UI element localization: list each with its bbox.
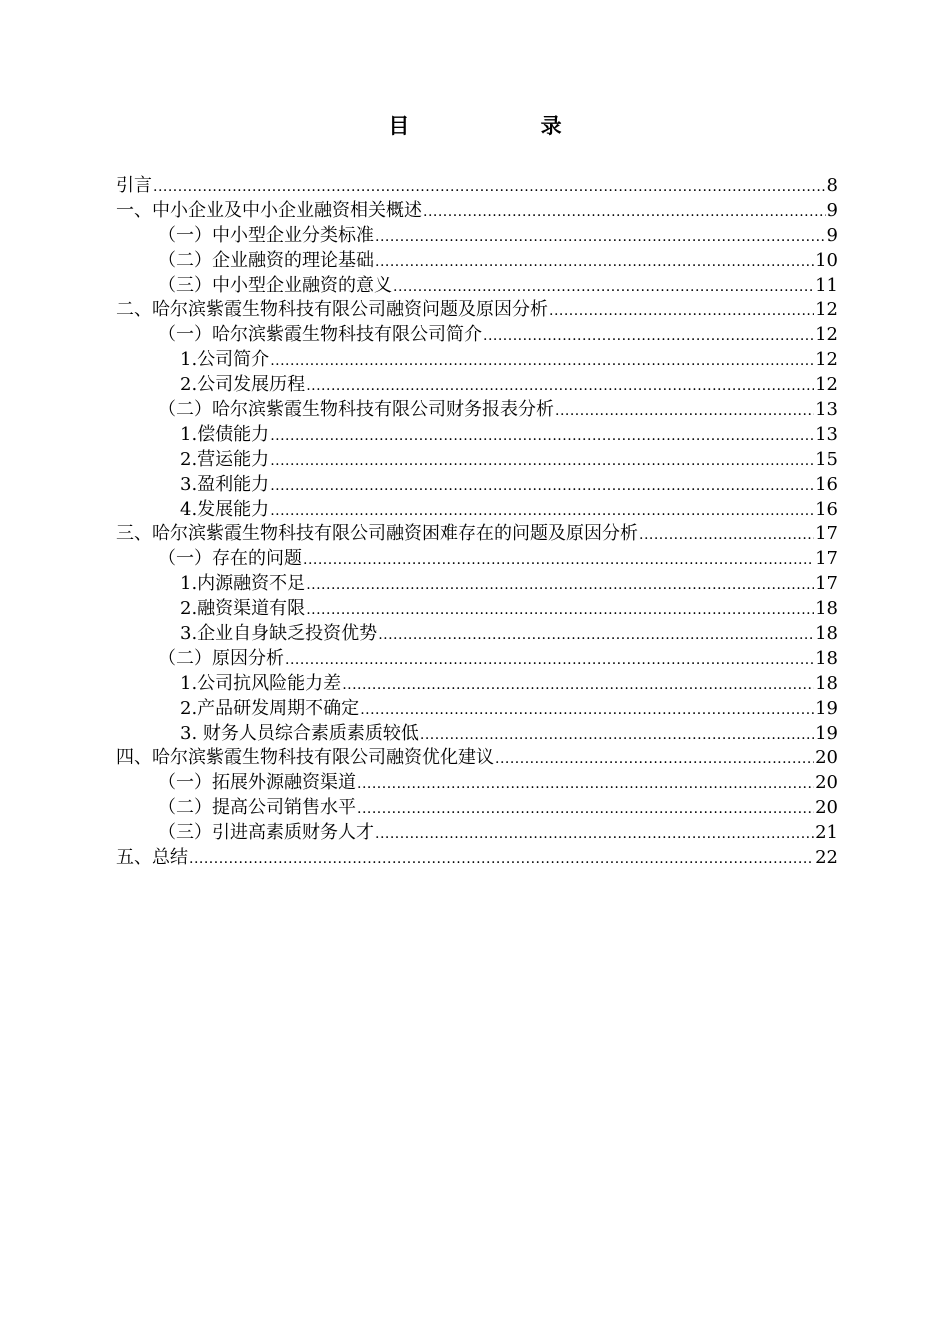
toc-entry-page-number: 13	[815, 399, 838, 421]
toc-leader-dots	[270, 474, 814, 499]
toc-entry-page-number: 18	[815, 623, 838, 645]
toc-entry-title: （二）哈尔滨紫霞生物科技有限公司财务报表分析	[158, 399, 554, 421]
toc-entry[interactable]	[116, 572, 838, 597]
toc-leader-dots	[555, 399, 814, 424]
toc-entry-title: 3.盈利能力	[180, 473, 270, 495]
toc-leader-dots	[549, 299, 814, 324]
toc-leader-dots	[420, 723, 814, 748]
toc-entry[interactable]	[116, 597, 838, 622]
toc-entry-title: 2.营运能力	[180, 448, 270, 470]
toc-leader-dots	[495, 747, 814, 772]
toc-entry[interactable]	[116, 746, 838, 771]
toc-leader-dots	[639, 523, 814, 548]
toc-entry[interactable]	[116, 323, 838, 348]
toc-entry[interactable]	[116, 522, 838, 547]
toc-entry-page-number: 18	[815, 672, 838, 694]
toc-entry-page-number: 12	[815, 374, 838, 396]
toc-leader-dots	[483, 324, 814, 349]
toc-leader-dots	[306, 573, 814, 598]
toc-leader-dots	[270, 449, 814, 474]
toc-entry-page-number: 21	[815, 822, 838, 844]
toc-leader-dots	[270, 349, 814, 374]
toc-entry-page-number: 8	[826, 175, 838, 196]
toc-entry-page-number: 16	[815, 473, 838, 495]
toc-entry[interactable]	[116, 796, 838, 821]
toc-entry[interactable]	[116, 249, 838, 274]
toc-entry-page-number: 17	[815, 573, 838, 595]
toc-entry-page-number: 22	[815, 847, 838, 869]
toc-leader-dots	[423, 200, 826, 225]
toc-entry-title: 3.企业自身缺乏投资优势	[180, 623, 378, 645]
toc-entry-title: 五、总结	[116, 847, 188, 869]
toc-entry-title: （二）原因分析	[158, 647, 284, 669]
table-of-contents	[116, 174, 838, 871]
toc-entry-page-number: 12	[815, 299, 838, 321]
toc-leader-dots	[360, 698, 814, 723]
toc-leader-dots	[306, 598, 814, 623]
toc-leader-dots	[270, 424, 814, 449]
toc-entry-title: 一、中小企业及中小企业融资相关概述	[116, 199, 422, 221]
toc-entry-page-number: 20	[815, 772, 838, 794]
toc-leader-dots	[270, 499, 814, 524]
toc-entry-title: （二）提高公司销售水平	[158, 797, 356, 819]
toc-entry-page-number: 18	[815, 647, 838, 669]
toc-entry-title: （一）哈尔滨紫霞生物科技有限公司简介	[158, 324, 482, 346]
toc-entry[interactable]	[116, 722, 838, 747]
toc-entry[interactable]	[116, 821, 838, 846]
toc-entry-page-number: 19	[815, 722, 838, 744]
toc-leader-dots	[153, 175, 826, 200]
toc-leader-dots	[375, 225, 826, 250]
toc-leader-dots	[375, 822, 814, 847]
toc-entry-title: 二、哈尔滨紫霞生物科技有限公司融资问题及原因分析	[116, 299, 548, 321]
toc-entry[interactable]	[116, 498, 838, 523]
toc-entry-page-number: 11	[815, 274, 838, 296]
toc-entry-page-number: 18	[815, 598, 838, 620]
toc-leader-dots	[357, 772, 814, 797]
toc-entry-page-number: 17	[815, 523, 838, 545]
toc-entry-title: 1.公司简介	[180, 349, 270, 371]
page-title: 目 录	[388, 114, 624, 138]
toc-leader-dots	[357, 797, 814, 822]
toc-leader-dots	[378, 623, 814, 648]
toc-entry[interactable]	[116, 622, 838, 647]
toc-entry-page-number: 20	[815, 797, 838, 819]
toc-entry-title: 三、哈尔滨紫霞生物科技有限公司融资困难存在的问题及原因分析	[116, 523, 638, 545]
toc-leader-dots	[189, 847, 814, 872]
toc-entry[interactable]	[116, 647, 838, 672]
toc-entry-title: （三）引进高素质财务人才	[158, 822, 374, 844]
toc-entry-title: （一）拓展外源融资渠道	[158, 772, 356, 794]
toc-entry[interactable]	[116, 697, 838, 722]
toc-leader-dots	[375, 250, 814, 275]
toc-entry-title: 2.融资渠道有限	[180, 598, 306, 620]
toc-entry-title: （一）中小型企业分类标准	[158, 224, 374, 246]
toc-entry[interactable]	[116, 298, 838, 323]
toc-entry[interactable]	[116, 547, 838, 572]
toc-entry-page-number: 15	[815, 448, 838, 470]
toc-entry-title: （三）中小型企业融资的意义	[158, 274, 392, 296]
toc-entry-page-number: 10	[815, 249, 838, 271]
toc-entry-page-number: 19	[815, 697, 838, 719]
toc-entry-title: 引言	[116, 175, 152, 196]
toc-entry-title: 四、哈尔滨紫霞生物科技有限公司融资优化建议	[116, 747, 494, 769]
toc-entry[interactable]	[116, 398, 838, 423]
toc-entry-page-number: 20	[815, 747, 838, 769]
toc-entry-page-number: 16	[815, 498, 838, 520]
toc-entry-page-number: 17	[815, 548, 838, 570]
toc-entry[interactable]	[116, 423, 838, 448]
toc-leader-dots	[303, 548, 814, 573]
toc-entry[interactable]	[116, 373, 838, 398]
toc-entry-title: 1.内源融资不足	[180, 573, 306, 595]
toc-leader-dots	[285, 648, 814, 673]
toc-entry[interactable]	[116, 224, 838, 249]
toc-entry[interactable]	[116, 199, 838, 224]
toc-entry[interactable]	[116, 448, 838, 473]
toc-entry-page-number: 13	[815, 423, 838, 445]
toc-entry-title: 1.偿债能力	[180, 423, 270, 445]
toc-entry[interactable]	[116, 174, 838, 199]
toc-entry[interactable]	[116, 846, 838, 871]
toc-entry[interactable]	[116, 771, 838, 796]
toc-leader-dots	[342, 673, 814, 698]
toc-entry[interactable]	[116, 672, 838, 697]
toc-entry[interactable]	[116, 348, 838, 373]
toc-leader-dots	[393, 275, 814, 300]
toc-entry[interactable]	[116, 274, 838, 299]
toc-entry-title: 1.公司抗风险能力差	[180, 672, 342, 694]
toc-entry-page-number: 12	[815, 349, 838, 371]
toc-entry-title: 4.发展能力	[180, 498, 270, 520]
toc-entry-page-number: 9	[826, 199, 838, 221]
toc-leader-dots	[306, 374, 814, 399]
toc-entry-title: 2.公司发展历程	[180, 374, 306, 396]
toc-entry[interactable]	[116, 473, 838, 498]
toc-entry-page-number: 12	[815, 324, 838, 346]
toc-entry-title: （一）存在的问题	[158, 548, 302, 570]
toc-entry-title: 3. 财务人员综合素质素质较低	[180, 722, 419, 744]
toc-entry-title: （二）企业融资的理论基础	[158, 249, 374, 271]
toc-entry-title: 2.产品研发周期不确定	[180, 697, 360, 719]
toc-entry-page-number: 9	[826, 224, 838, 246]
